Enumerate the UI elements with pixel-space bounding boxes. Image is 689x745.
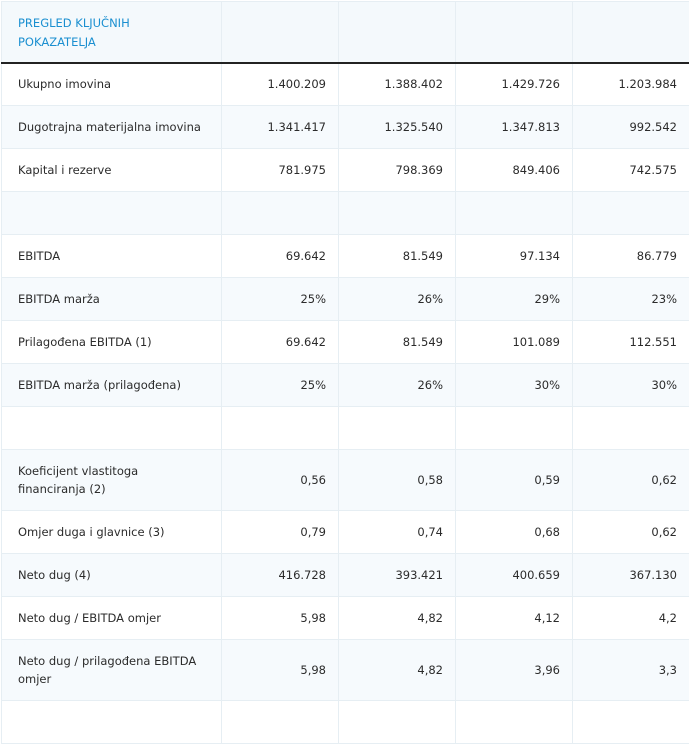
kpi-table xyxy=(1,1,689,744)
value-cell: 26% xyxy=(339,364,456,407)
value-cell: 400.659 xyxy=(456,554,573,597)
value-cell: 25% xyxy=(222,278,339,321)
spacer-row xyxy=(2,701,689,744)
empty-cell xyxy=(222,192,339,235)
empty-cell xyxy=(573,192,689,235)
value-cell: 69.642 xyxy=(222,235,339,278)
row-label: Dugotrajna materijalna imovina xyxy=(2,106,222,149)
row-label: Omjer duga i glavnice (3) xyxy=(2,511,222,554)
value-cell: 1.400.209 xyxy=(222,63,339,106)
value-cell: 81.549 xyxy=(339,321,456,364)
value-cell: 30% xyxy=(573,364,689,407)
value-cell: 86.779 xyxy=(573,235,689,278)
table-row xyxy=(2,149,689,192)
value-cell: 0,79 xyxy=(222,511,339,554)
value-cell: 849.406 xyxy=(456,149,573,192)
value-cell: 26% xyxy=(339,278,456,321)
table-row xyxy=(2,511,689,554)
table-row xyxy=(2,235,689,278)
row-label: Neto dug (4) xyxy=(2,554,222,597)
row-label: EBITDA marža (prilagođena) xyxy=(2,364,222,407)
row-label: Kapital i rezerve xyxy=(2,149,222,192)
value-cell: 25% xyxy=(222,364,339,407)
value-cell: 0,56 xyxy=(222,450,339,511)
value-cell: 367.130 xyxy=(573,554,689,597)
empty-cell xyxy=(456,407,573,450)
value-cell: 393.421 xyxy=(339,554,456,597)
value-cell: 0,62 xyxy=(573,511,689,554)
value-cell: 4,12 xyxy=(456,597,573,640)
table-row xyxy=(2,364,689,407)
value-cell: 0,59 xyxy=(456,450,573,511)
value-cell: 23% xyxy=(573,278,689,321)
table-row xyxy=(2,106,689,149)
empty-cell xyxy=(339,407,456,450)
empty-cell xyxy=(2,701,222,744)
value-cell: 798.369 xyxy=(339,149,456,192)
row-label: Prilagođena EBITDA (1) xyxy=(2,321,222,364)
header-cell xyxy=(339,2,456,63)
value-cell: 781.975 xyxy=(222,149,339,192)
value-cell: 4,82 xyxy=(339,640,456,701)
header-cell xyxy=(222,2,339,63)
table-row xyxy=(2,640,689,701)
value-cell: 992.542 xyxy=(573,106,689,149)
table-row xyxy=(2,278,689,321)
value-cell: 0,58 xyxy=(339,450,456,511)
value-cell: 416.728 xyxy=(222,554,339,597)
value-cell: 101.089 xyxy=(456,321,573,364)
value-cell: 5,98 xyxy=(222,597,339,640)
row-label: Neto dug / prilagođena EBITDA omjer xyxy=(2,640,222,701)
table-row xyxy=(2,554,689,597)
empty-cell xyxy=(456,192,573,235)
empty-cell xyxy=(222,701,339,744)
value-cell: 1.388.402 xyxy=(339,63,456,106)
value-cell: 69.642 xyxy=(222,321,339,364)
empty-cell xyxy=(573,407,689,450)
table-row xyxy=(2,321,689,364)
row-label: Ukupno imovina xyxy=(2,63,222,106)
value-cell: 0,74 xyxy=(339,511,456,554)
value-cell: 1.347.813 xyxy=(456,106,573,149)
value-cell: 4,82 xyxy=(339,597,456,640)
table-row xyxy=(2,450,689,511)
row-label: EBITDA xyxy=(2,235,222,278)
value-cell: 81.549 xyxy=(339,235,456,278)
spacer-row xyxy=(2,192,689,235)
value-cell: 3,3 xyxy=(573,640,689,701)
value-cell: 0,68 xyxy=(456,511,573,554)
value-cell: 112.551 xyxy=(573,321,689,364)
empty-cell xyxy=(573,701,689,744)
value-cell: 742.575 xyxy=(573,149,689,192)
row-label: EBITDA marža xyxy=(2,278,222,321)
header-cell xyxy=(456,2,573,63)
value-cell: 29% xyxy=(456,278,573,321)
value-cell: 3,96 xyxy=(456,640,573,701)
row-label: Neto dug / EBITDA omjer xyxy=(2,597,222,640)
value-cell: 4,2 xyxy=(573,597,689,640)
value-cell: 1.429.726 xyxy=(456,63,573,106)
header-cell xyxy=(573,2,689,63)
table-row xyxy=(2,63,689,106)
table-title: PREGLED KLJUČNIH POKAZATELJA xyxy=(2,2,222,63)
value-cell: 1.325.540 xyxy=(339,106,456,149)
value-cell: 1.203.984 xyxy=(573,63,689,106)
empty-cell xyxy=(456,701,573,744)
empty-cell xyxy=(339,192,456,235)
empty-cell xyxy=(222,407,339,450)
value-cell: 97.134 xyxy=(456,235,573,278)
empty-cell xyxy=(2,192,222,235)
table-row xyxy=(2,597,689,640)
value-cell: 5,98 xyxy=(222,640,339,701)
spacer-row xyxy=(2,407,689,450)
value-cell: 0,62 xyxy=(573,450,689,511)
table-header-row xyxy=(2,2,689,63)
empty-cell xyxy=(339,701,456,744)
value-cell: 1.341.417 xyxy=(222,106,339,149)
row-label: Koeficijent vlastitoga financiranja (2) xyxy=(2,450,222,511)
value-cell: 30% xyxy=(456,364,573,407)
empty-cell xyxy=(2,407,222,450)
